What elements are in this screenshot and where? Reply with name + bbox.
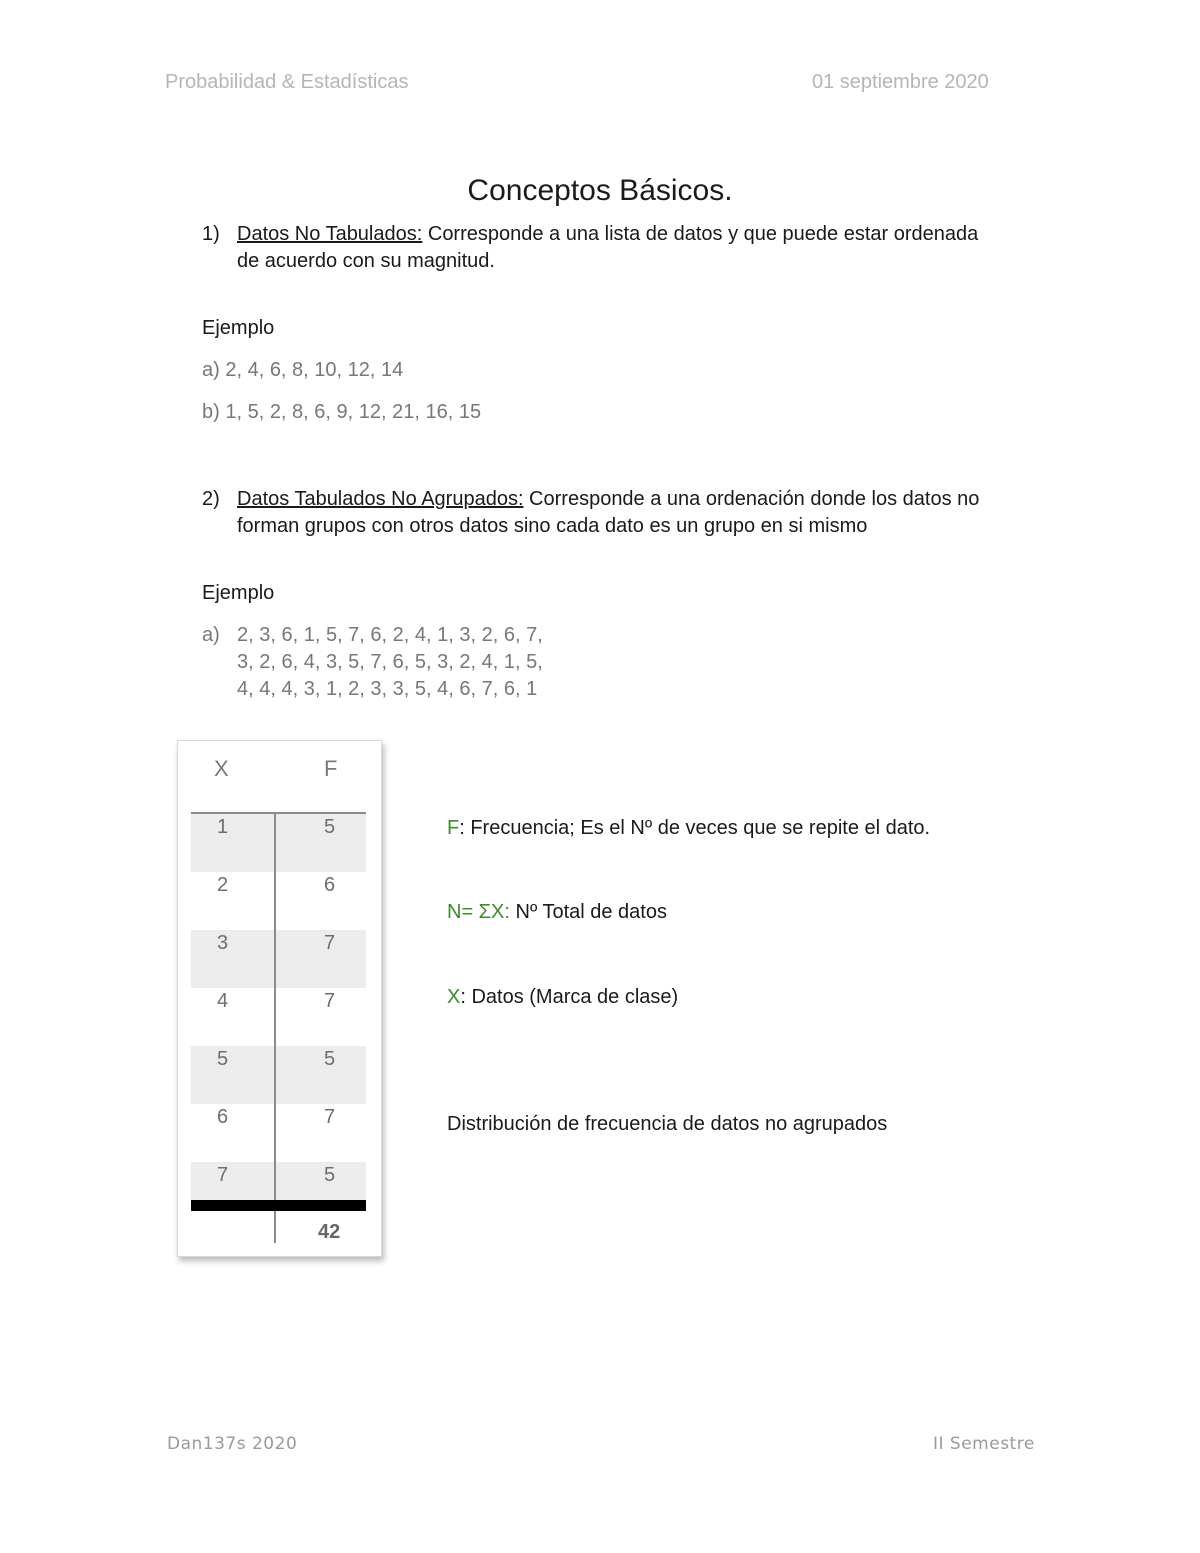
table-header-divider xyxy=(191,812,366,814)
table-cell-x: 6 xyxy=(217,1106,229,1128)
table-cell-f: 7 xyxy=(324,1106,336,1128)
table-cell-x: 4 xyxy=(217,990,229,1012)
table-cell-x: 1 xyxy=(217,816,229,838)
section-2-example-label: Ejemplo xyxy=(202,582,275,604)
table-cell-x: 3 xyxy=(217,932,229,954)
definition-text: : Datos (Marca de clase) xyxy=(460,986,679,1008)
section-1-line1: Corresponde a una lista de datos y que puede estar ordenada xyxy=(422,223,979,245)
footer-semester: II Semestre xyxy=(933,1434,1035,1454)
table-cell-x: 5 xyxy=(217,1048,229,1070)
definition-total xyxy=(447,901,667,924)
table-cell-f: 7 xyxy=(324,932,336,954)
table-cell-x: 2 xyxy=(217,874,229,896)
section-1 xyxy=(0,221,1200,281)
page-title: Conceptos Básicos. xyxy=(467,174,733,207)
definition-symbol: N= ΣX: xyxy=(447,901,510,923)
table-cell-f: 6 xyxy=(324,874,336,896)
definition-symbol: X xyxy=(447,986,461,1008)
definition-text: Nº Total de datos xyxy=(509,901,667,923)
definition-text: : Frecuencia; Es el Nº de veces que se repite el dato. xyxy=(459,817,931,839)
section-1-example-label: Ejemplo xyxy=(202,317,275,339)
section-2-example-a-label: a) xyxy=(202,624,220,646)
section-1-text xyxy=(237,221,1057,275)
table-total-divider xyxy=(191,1200,366,1211)
definition-symbol: F xyxy=(447,817,460,839)
table-cell-f: 5 xyxy=(324,816,336,838)
section-2-example-a-line: 4, 4, 4, 3, 1, 2, 3, 3, 5, 4, 6, 7, 6, 1 xyxy=(237,678,538,700)
table-cell-x: 7 xyxy=(217,1164,229,1186)
definition-frequency xyxy=(447,817,930,840)
table-cell-f: 5 xyxy=(324,1048,336,1070)
table-total: 42 xyxy=(318,1221,341,1243)
section-1-number: 1) xyxy=(202,223,220,245)
section-2-line1: Corresponde a una ordenación donde los datos no xyxy=(523,488,980,510)
section-1-example-b: b) 1, 5, 2, 8, 6, 9, 12, 21, 16, 15 xyxy=(202,401,482,423)
table-header-f: F xyxy=(324,756,338,781)
section-2-line2: forman grupos con otros datos sino cada dato es un grupo en si mismo xyxy=(237,515,868,537)
section-2-example-a-line: 2, 3, 6, 1, 5, 7, 6, 2, 4, 1, 3, 2, 6, 7, xyxy=(237,624,543,646)
section-2 xyxy=(0,486,1200,546)
section-2-text xyxy=(237,486,1057,540)
section-2-example-a-line: 3, 2, 6, 4, 3, 5, 7, 6, 5, 3, 2, 4, 1, 5, xyxy=(237,651,543,673)
table-cell-f: 7 xyxy=(324,990,336,1012)
table-column-divider xyxy=(274,814,276,1243)
section-1-line2: de acuerdo con su magnitud. xyxy=(237,250,495,272)
section-2-number: 2) xyxy=(202,488,220,510)
header-date: 01 septiembre 2020 xyxy=(812,71,989,93)
footer-author: Dan137s 2020 xyxy=(167,1434,298,1454)
section-1-example-a: a) 2, 4, 6, 8, 10, 12, 14 xyxy=(202,359,404,381)
table-header-x: X xyxy=(214,756,229,781)
header-subject: Probabilidad & Estadísticas xyxy=(165,71,409,93)
definition-data xyxy=(447,986,678,1009)
table-caption: Distribución de frecuencia de datos no agrupados xyxy=(447,1113,888,1135)
section-1-term: Datos No Tabulados: xyxy=(237,223,423,245)
table-cell-f: 5 xyxy=(324,1164,336,1186)
section-2-term: Datos Tabulados No Agrupados: xyxy=(237,488,524,510)
